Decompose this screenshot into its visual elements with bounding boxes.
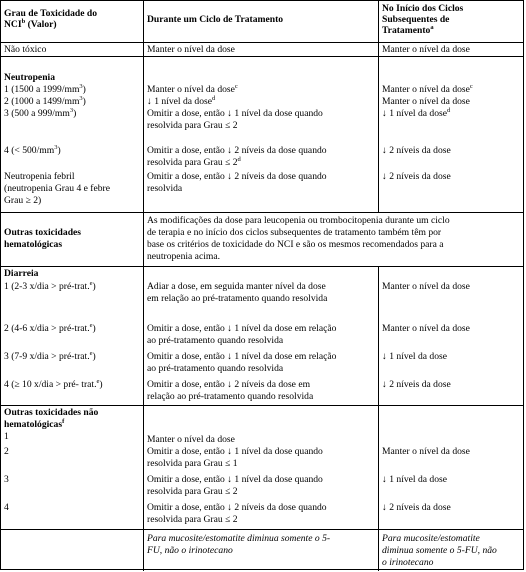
nonheme-during-cell [144, 406, 379, 529]
neut-g4-during-l2 [147, 157, 376, 168]
neut-g4-during-sup: d [237, 155, 241, 163]
mucositis-row [1, 529, 523, 571]
nonheme-g4-during-l1: Omitir a dose, então ↓ 2 níveis da dose quando [147, 502, 327, 513]
header-grade-line2 [4, 19, 141, 30]
diar-g1-during-l1: Adiar a dose, em seguida manter nível da dose [147, 281, 326, 292]
heme-other-label-l2: hematológicas [4, 239, 63, 250]
nonheme-g2-during-l1: Omitir a dose, então ↓ 1 nível da dose quando [147, 446, 323, 457]
heme-other-label-l1: Outras toxicidades [4, 227, 82, 238]
neut-g1-next [382, 84, 521, 95]
neut-g3-sup: 3 [69, 106, 74, 114]
nonheme-grade-cell [1, 406, 144, 529]
nonheme-g4-label: 4 [4, 502, 9, 513]
heme-other-label-cell [1, 213, 144, 266]
diar-g2-during-l1: Omitir a dose, então ↓ 1 nível da dose em relação [147, 323, 337, 334]
nonheme-g3-during-l1: Omitir a dose, então ↓ 1 nível da dose quando [147, 474, 323, 485]
diarrhea-next-cell [379, 267, 523, 405]
neutropenia-g1-label [4, 84, 141, 95]
diar-g2-text: 2 (4-6 x/dia > pré-trat. [4, 323, 90, 334]
neut-g2-next: Manter o nível da dose [382, 96, 470, 107]
heme-other-text-l4: neutropenia acima. [147, 251, 220, 262]
diar-g3-during-l1: Omitir a dose, então ↓ 1 nível da dose em relação [147, 351, 337, 362]
neut-g4-sup: 3 [54, 143, 58, 151]
neutropenia-g3-label [4, 108, 141, 119]
header-row [1, 1, 523, 42]
header-valor: (Valor) [25, 19, 57, 30]
header-tratamento: Tratamento [382, 25, 431, 36]
nontoxic-next: Manter o nível da dose [382, 44, 470, 55]
diar-g3-close: ) [92, 351, 96, 362]
diarrhea-g3-label [4, 351, 141, 362]
diar-g4-during-l2: relação ao pré-tratamento quando resolvida [147, 391, 314, 402]
header-next-cell [379, 1, 523, 42]
neut-g3-during-l2: resolvida para Grau ≤ 2 [147, 120, 238, 131]
neut-g3-next-text: ↓ 1 nível da dose [382, 108, 448, 119]
diarrhea-g1-label [4, 281, 141, 292]
neut-g1-during [147, 84, 376, 95]
header-nci: NCI [4, 19, 22, 30]
diar-g2-close: ) [92, 323, 96, 334]
neut-g1-close: ) [82, 84, 86, 95]
nontoxic-during-cell [144, 43, 379, 56]
neutropenia-during-cell [144, 57, 379, 212]
diar-g3-sup: e [89, 349, 93, 357]
mucositis-empty-cell [1, 530, 144, 571]
neutropenia-row [1, 56, 523, 212]
diar-g4-next: ↓ 2 níveis da dose [382, 379, 451, 390]
diar-g1-next: Manter o nível da dose [382, 281, 470, 292]
diar-g2-next: Manter o nível da dose [382, 323, 470, 334]
heme-other-row [1, 212, 523, 266]
neut-febrile-during-l1: Omitir a dose, então ↓ 2 níveis da dose quando [147, 171, 327, 182]
footnote-e: e [89, 279, 93, 287]
neut-g3-text: 3 (500 a 999/mm [4, 108, 70, 119]
nonheme-title-l2-text: hematológicas [4, 419, 63, 430]
diar-g1-text: 1 (2-3 x/dia > pré-trat. [4, 281, 90, 292]
header-grade-cell [1, 1, 144, 42]
neut-g1-sup: 3 [79, 82, 83, 90]
heme-other-text-l1: As modificações da dose para leucopenia ou trombocitopenia durante um ciclo [147, 215, 450, 226]
neut-g3-during-l1: Omitir a dose, então ↓ 1 nível da dose quando [147, 108, 323, 119]
neut-g2-text: 2 (1000 a 1499/mm [4, 96, 80, 107]
nontoxic-label-cell [1, 43, 144, 56]
nonheme-g3-during-l2: resolvida para Grau ≤ 2 [147, 486, 238, 497]
footnote-d: d [212, 94, 216, 102]
diarrhea-grade-cell [1, 267, 144, 405]
nonheme-g1-during: Manter o nível da dose [147, 434, 235, 445]
nonheme-g4-during-l2: resolvida para Grau ≤ 2 [147, 514, 238, 525]
header-during: Durante um Ciclo de Tratamento [147, 14, 284, 25]
neut-g4-during-l2-text: resolvida para Grau ≤ 2 [147, 157, 238, 168]
diar-g4-sup: e [96, 377, 100, 385]
header-during-cell [144, 1, 379, 42]
header-grade-line1: Grau de Toxicidade do [4, 8, 98, 19]
neutropenia-febrile-l3: Grau ≥ 2) [4, 195, 42, 206]
diar-g4-close: ) [99, 379, 103, 390]
footnote-a: a [430, 23, 434, 31]
heme-other-text-cell [144, 213, 523, 266]
nonheme-title-l1: Outras toxicidades não [4, 407, 99, 418]
neut-g4-next: ↓ 2 níveis da dose [382, 145, 451, 156]
heme-other-text-l3: base os critérios de toxicidade do NCI e são os mesmos recomendados para a [147, 239, 444, 250]
footnote-b: b [21, 17, 26, 25]
neut-g4-close: ) [57, 145, 61, 156]
diar-g2-during-l2: ao pré-tratamento quando resolvida [147, 335, 284, 346]
neutropenia-title: Neutropenia [4, 72, 55, 83]
diarrhea-g4-label [4, 379, 141, 390]
neut-g3-next [382, 108, 521, 119]
neut-g1-text: 1 (1500 a 1999/mm [4, 84, 80, 95]
nonheme-g3-label: 3 [4, 474, 9, 485]
diar-g4-text: 4 (≥ 10 x/dia > pré- trat. [4, 379, 97, 390]
mucositis-next-l1: Para mucosite/estomatite [382, 533, 480, 544]
neut-g2-sup: 3 [79, 94, 83, 102]
mucositis-next-l2: diminua somente o 5-FU, não [382, 545, 497, 556]
nonheme-g1-label: 1 [4, 431, 9, 442]
footnote-c: c [234, 82, 238, 90]
nonheme-g3-next: ↓ 1 nível da dose [382, 474, 448, 485]
nonheme-g4-next: ↓ 2 níveis da dose [382, 502, 451, 513]
diar-g4-during-l1: Omitir a dose, então ↓ 2 níveis da dose em [147, 379, 311, 390]
neutropenia-grade-cell [1, 57, 144, 212]
diar-g1-close: ) [92, 281, 96, 292]
header-next-line3 [382, 25, 521, 36]
neut-g1-next-sup: c [469, 82, 473, 90]
neutropenia-g2-label [4, 96, 141, 107]
mucositis-during-l1: Para mucosite/estomatite diminua somente o 5- [147, 533, 331, 544]
nonheme-title-l2 [4, 419, 141, 430]
neut-g2-during [147, 96, 376, 107]
nonheme-g2-label: 2 [4, 446, 9, 457]
neut-g4-text: 4 (< 500/mm [4, 145, 55, 156]
neut-g3-next-sup: d [447, 106, 451, 114]
nontoxic-label: Não tóxico [4, 44, 47, 55]
mucositis-during-l2: FU, não o irinotecano [147, 545, 233, 556]
nonheme-next-cell [379, 406, 523, 529]
diar-g1-during-l2: em relação ao pré-tratamento quando resolvida [147, 293, 328, 304]
neut-g2-during-text: ↓ 1 nível da dose [147, 96, 213, 107]
diar-g2-sup: e [89, 321, 93, 329]
nonheme-row [1, 405, 523, 529]
diarrhea-during-cell [144, 267, 379, 405]
nontoxic-row [1, 42, 523, 56]
nonheme-g2-next: Manter o nível da dose [382, 446, 470, 457]
neut-febrile-during-l2: resolvida [147, 183, 183, 194]
neutropenia-febrile-l1: Neutropenia febril [4, 171, 75, 182]
diar-g3-during-l2: ao pré-tratamento quando resolvida [147, 363, 284, 374]
diarrhea-g2-label [4, 323, 141, 334]
neut-g1-next-text: Manter o nível da dose [382, 84, 470, 95]
nontoxic-next-cell [379, 43, 523, 56]
diarrhea-title: Diarreia [4, 268, 39, 279]
nonheme-g2-during-l2: resolvida para Grau ≤ 1 [147, 458, 238, 469]
header-next-line2: Subsequentes de [382, 14, 450, 25]
diar-g3-text: 3 (7-9 x/dia > pré-trat. [4, 351, 90, 362]
neutropenia-next-cell [379, 57, 523, 212]
neut-febrile-next: ↓ 2 níveis da dose [382, 171, 451, 182]
diar-g3-next: ↓ 1 nível da dose [382, 351, 448, 362]
neut-g1-during-text: Manter o nível da dose [147, 84, 235, 95]
heme-other-text-l2: de terapia e no início dos ciclos subsequentes de tratamento também têm por [147, 227, 442, 238]
neut-g2-close: ) [82, 96, 86, 107]
diarrhea-row [1, 266, 523, 405]
header-next-line1: No Início dos Ciclos [382, 3, 464, 14]
neutropenia-g4-label [4, 145, 141, 156]
mucositis-during-cell [144, 530, 379, 571]
neut-g3-close: ) [73, 108, 77, 119]
neut-g4-during-l1: Omitir a dose, então ↓ 2 níveis da dose quando [147, 145, 327, 156]
footnote-f: f [62, 417, 65, 425]
mucositis-next-l3: o irinotecano [382, 557, 434, 568]
nontoxic-during: Manter o nível da dose [147, 44, 235, 55]
neutropenia-febrile-l2: (neutropenia Grau 4 e febre [4, 183, 111, 194]
mucositis-next-cell [379, 530, 523, 571]
